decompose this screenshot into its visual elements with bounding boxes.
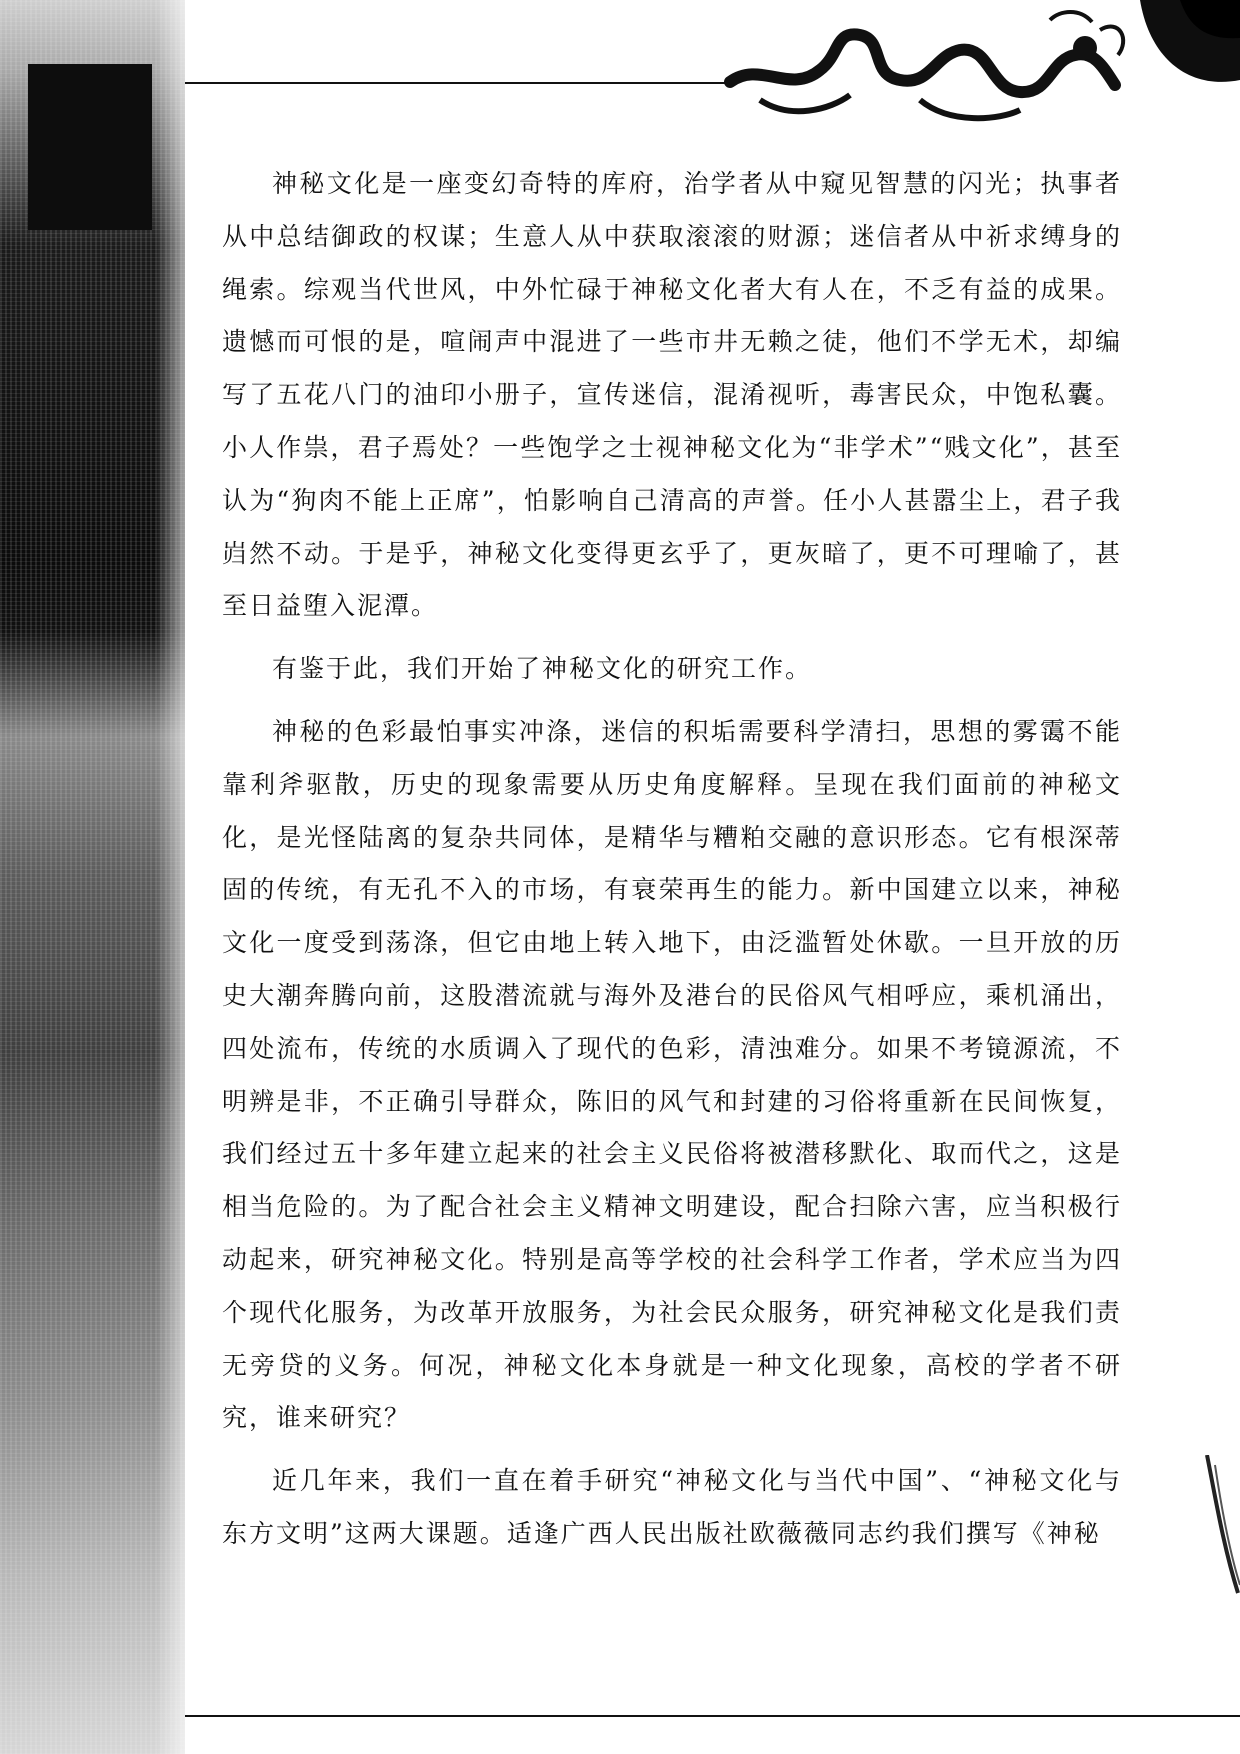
body-text <box>222 158 1122 1561</box>
paragraph: 神秘的色彩最怕事实冲涤，迷信的积垢需要科学清扫，思想的雾霭不能靠利斧驱散，历史的现象需要从历史角度解释。呈现在我们面前的神秘文化，是光怪陆离的复杂共同体，是精华与糟粕交融的意识形态。它有根深蒂固的传统，有无孔不入的市场，有衰荣再生的能力。新中国建立以来，神秘文化一度受到荡涤，但它由地上转入地下，由泛滥暂处休歇。一旦开放的历史大潮奔腾向前，这股潜流就与海外及港台的民俗风气相呼应，乘机涌出，四处流布，传统的水质调入了现代的色彩，清浊难分。如果不考镜源流，不明辨是非，不正确引导群众，陈旧的风气和封建的习俗将重新在民间恢复，我们经过五十多年建立起来的社会主义民俗将被潜移默化、取而代之，这是相当危险的。为了配合社会主义精神文明建设，配合扫除六害，应当积极行动起来，研究神秘文化。特别是高等学校的社会科学工作者，学术应当为四个现代化服务，为改革开放服务，为社会民众服务，研究神秘文化是我们责无旁贷的义务。何况，神秘文化本身就是一种文化现象，高校的学者不研究，谁来研究？ <box>222 716 1122 1433</box>
paragraph: 有鉴于此，我们开始了神秘文化的研究工作。 <box>272 654 813 684</box>
scan-edge-mark <box>1205 1455 1240 1595</box>
paragraph: 近几年来，我们一直在着手研究“神秘文化与当代中国”、“神秘文化与东方文明”这两大课题。适逢广西人民出版社欧薇薇同志约我们撰写《神秘 <box>222 1466 1122 1548</box>
footer-rule <box>185 1715 1240 1717</box>
border-fade <box>155 0 215 1754</box>
dark-corner-block <box>28 64 152 230</box>
scanned-left-border <box>0 0 185 1754</box>
header-rule <box>185 82 725 84</box>
paragraph: 神秘文化是一座变幻奇特的库府，治学者从中窥见智慧的闪光；执事者从中总结御政的权谋；生意人从中获取滚滚的财源；迷信者从中祈求缚身的绳索。综观当代世风，中外忙碌于神秘文化者大有人在，不乏有益的成果。遗憾而可恨的是，喧闹声中混进了一些市井无赖之徒，他们不学无术，却编写了五花八门的油印小册子，宣传迷信，混淆视听，毒害民众，中饱私囊。小人作祟，君子焉处？一些饱学之士视神秘文化为“非学术”“贱文化”，甚至认为“狗肉不能上正席”，怕影响自己清高的声誉。任小人甚嚣尘上，君子我岿然不动。于是乎，神秘文化变得更玄乎了，更灰暗了，更不可理喻了，甚至日益堕入泥潭。 <box>222 169 1122 621</box>
dragon-ornament-icon <box>720 0 1240 140</box>
